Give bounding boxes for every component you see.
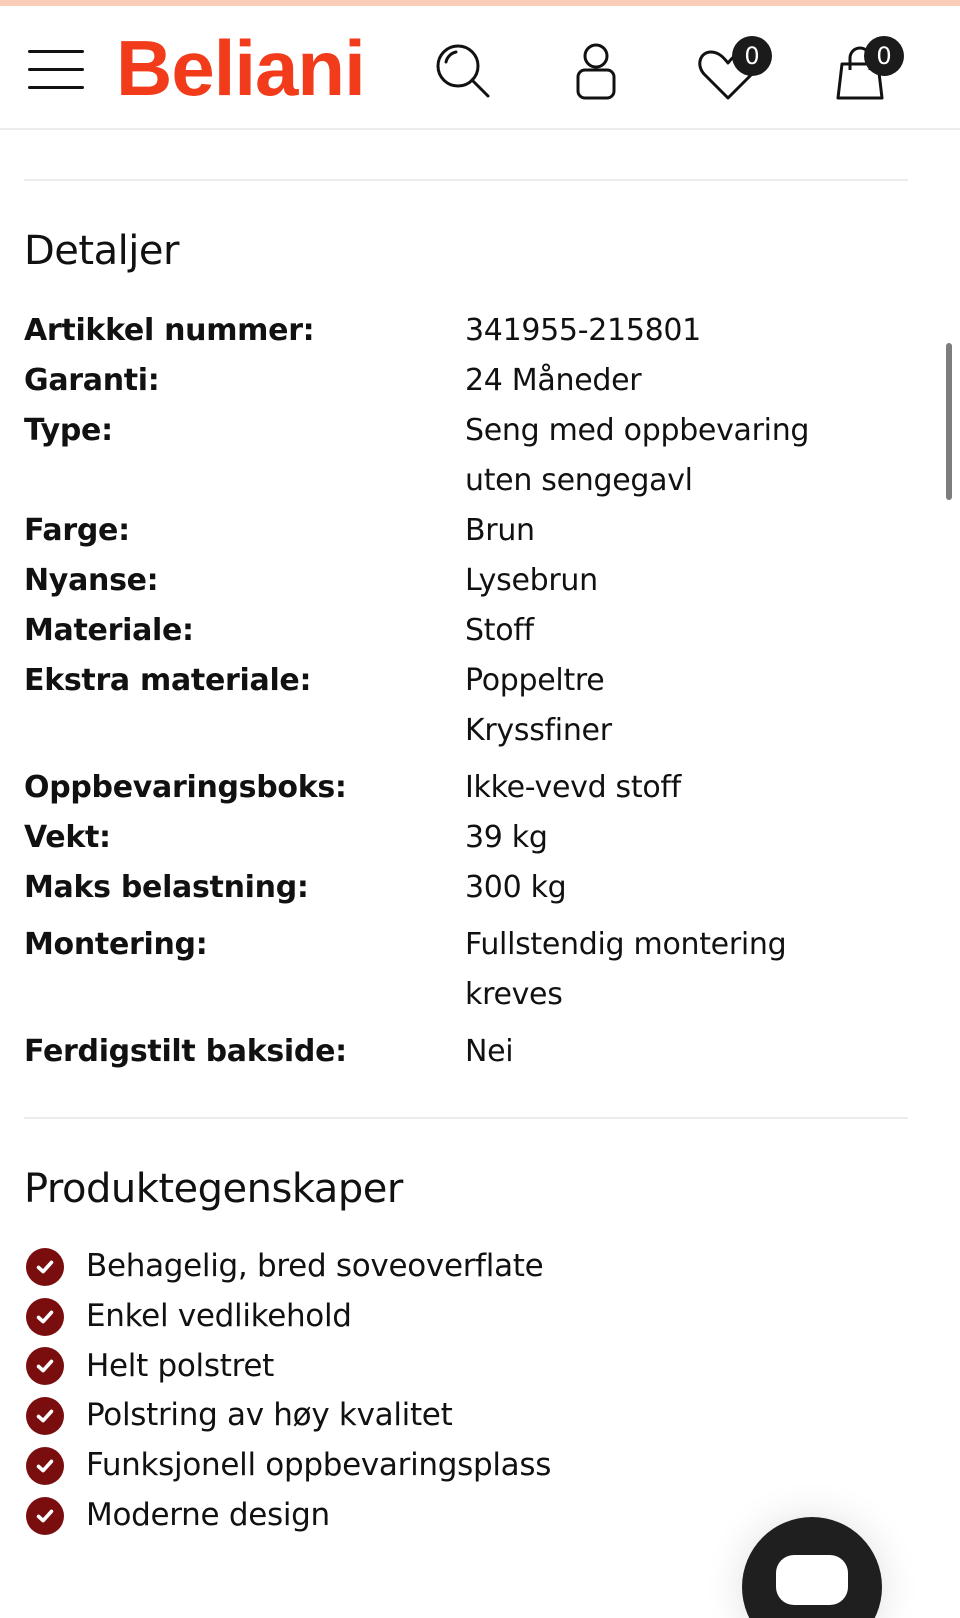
detail-row-weight <box>24 813 904 863</box>
detail-label: Type: <box>24 413 113 448</box>
detail-label: Montering: <box>24 927 208 962</box>
detail-value <box>465 356 904 406</box>
hamburger-line <box>28 68 84 71</box>
detail-value-line: 341955-215801 <box>465 313 701 348</box>
detail-value <box>465 763 904 813</box>
detail-value <box>465 656 904 756</box>
detail-row-finished-back <box>24 1027 904 1077</box>
search-icon <box>432 40 496 104</box>
user-icon <box>564 40 628 104</box>
search-button[interactable] <box>432 40 496 104</box>
detail-value-line: Ikke-vevd stoff <box>465 770 681 805</box>
detail-row-article-number <box>24 306 904 356</box>
detail-label: Artikkel nummer: <box>24 313 315 348</box>
cart-count-badge: 0 <box>864 36 904 76</box>
feature-label: Polstring av høy kvalitet <box>86 1397 453 1434</box>
detail-value <box>465 606 904 656</box>
chat-bubble-icon <box>776 1555 848 1605</box>
detail-value <box>465 506 904 556</box>
detail-row-shade <box>24 556 904 606</box>
detail-value-line: uten sengegavl <box>465 463 693 498</box>
feature-item <box>24 1242 904 1292</box>
details-table <box>24 306 904 1077</box>
detail-label: Oppbevaringsboks: <box>24 770 347 805</box>
wishlist-count-badge: 0 <box>732 36 772 76</box>
wishlist-button[interactable] <box>696 40 760 104</box>
feature-item <box>24 1292 904 1342</box>
detail-row-assembly <box>24 920 904 1020</box>
detail-row-extra-material <box>24 656 904 756</box>
detail-label: Ekstra materiale: <box>24 663 312 698</box>
detail-label: Maks belastning: <box>24 870 309 905</box>
section-divider <box>24 179 908 181</box>
detail-label: Garanti: <box>24 363 160 398</box>
feature-label: Behagelig, bred soveoverflate <box>86 1248 544 1284</box>
detail-value-line: Nei <box>465 1034 514 1069</box>
hamburger-line <box>28 86 84 89</box>
menu-button[interactable] <box>28 50 84 90</box>
check-circle-icon <box>26 1248 64 1286</box>
detail-value <box>465 1027 904 1077</box>
cart-button[interactable] <box>828 40 892 104</box>
features-list <box>24 1242 904 1541</box>
detail-value <box>465 813 904 863</box>
detail-value-line: Fullstendig montering <box>465 927 787 962</box>
detail-value-line: Lysebrun <box>465 563 598 598</box>
account-button[interactable] <box>564 40 628 104</box>
feature-label: Moderne design <box>86 1496 330 1533</box>
detail-row-color <box>24 506 904 556</box>
detail-label: Vekt: <box>24 820 111 855</box>
check-circle-icon <box>26 1397 64 1435</box>
site-header <box>0 6 960 130</box>
detail-value <box>465 920 904 1020</box>
detail-value-line: 39 kg <box>465 820 548 855</box>
brand-logo[interactable]: Beliani <box>116 24 365 112</box>
check-circle-icon <box>26 1347 64 1385</box>
detail-label: Materiale: <box>24 613 194 648</box>
check-circle-icon <box>26 1447 64 1485</box>
details-title: Detaljer <box>24 228 179 274</box>
detail-label: Farge: <box>24 513 130 548</box>
feature-item <box>24 1342 904 1392</box>
detail-value-line: kreves <box>465 977 563 1012</box>
detail-value-line: Kryssfiner <box>465 713 612 748</box>
detail-value <box>465 406 904 506</box>
feature-label: Helt polstret <box>86 1347 274 1384</box>
detail-row-storage-box <box>24 763 904 813</box>
detail-row-type <box>24 406 904 506</box>
detail-label: Ferdigstilt bakside: <box>24 1034 347 1069</box>
detail-value <box>465 306 904 356</box>
detail-row-material <box>24 606 904 656</box>
detail-value-line: Seng med oppbevaring <box>465 413 810 448</box>
check-circle-icon <box>26 1497 64 1535</box>
detail-value <box>465 863 904 913</box>
detail-value-line: Poppeltre <box>465 663 605 698</box>
detail-value-line: 24 Måneder <box>465 363 642 398</box>
check-circle-icon <box>26 1298 64 1336</box>
page-scrollbar[interactable] <box>946 343 952 500</box>
detail-row-max-load <box>24 863 904 913</box>
detail-value-line: Stoff <box>465 613 534 648</box>
detail-row-warranty <box>24 356 904 406</box>
feature-item <box>24 1441 904 1491</box>
detail-label: Nyanse: <box>24 563 159 598</box>
detail-value-line: Brun <box>465 513 535 548</box>
features-title: Produktegenskaper <box>24 1166 403 1212</box>
section-divider <box>24 1117 908 1119</box>
feature-label: Funksjonell oppbevaringsplass <box>86 1447 552 1484</box>
feature-item <box>24 1391 904 1441</box>
feature-label: Enkel vedlikehold <box>86 1297 352 1334</box>
detail-value <box>465 556 904 606</box>
detail-value-line: 300 kg <box>465 870 567 905</box>
hamburger-menu-icon <box>28 50 84 53</box>
